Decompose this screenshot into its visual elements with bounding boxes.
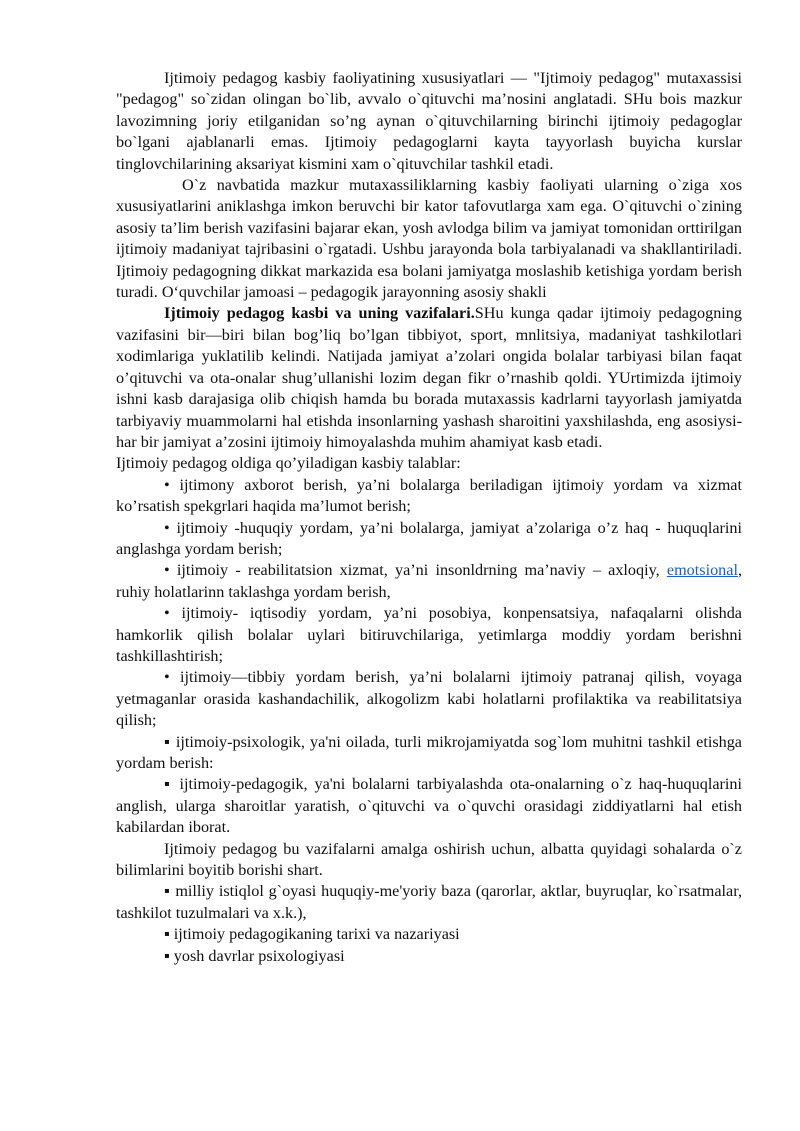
list-item-legal: • ijtimoiy -huquqiy yordam, ya’ni bolalarga, jamiyat a’zolariga o’z haq - huquqlarini anglashga yordam berish; [116, 518, 742, 558]
list-item-age-psychology: ▪ yosh davrlar psixologiyasi [164, 946, 345, 965]
list-item-history: ▪ ijtimoiy pedagogikaning tarixi va nazariyasi [164, 925, 460, 944]
list-item-rehabilitation [116, 560, 742, 603]
list-item-pedagogical: ▪ ijtimoiy-pedagogik, ya'ni bolalarni tarbiyalashda ota-onalarning o`z haq-huquqlarini anglish, ularga sharoitlar yaratish, o`qituvchi va o`quvchi orasidagi ziddiyatlarni hal etish kabilardan iborat. [116, 775, 742, 837]
paragraph-profession-text: SHu kunga qadar ijtimoiy pedagogning vazifasini bir—biri bilan bog’liq bo’lgan tibbiyot, sport, mnlitsiya, madaniyat tashkilotlari xodimlariga yuklatilib kelindi. Natijada jamiyat a’zolari ongida bolalar tarbiyasi bilan faqat o’qituvchi va ota-onalar shug’ullanishi lozim degan fikr o’rnashib qoldi. YUrtimizda ijtimoiy ishni kasb darajasiga olib chiqish hamda bu borada mutaxassis kadrlarni tayyorlash jamiyatda tarbiyaviy muammolarni hal etishda insonlarning yashash sharoitini yaxshilashda, eng asosiysi- har bir jamiyat a’zosini ijtimoiy himoyalashda muhim ahamiyat kasb etadi. [116, 304, 742, 451]
list-item-text-end: , ruhiy holatlarinn taklashga yordam berish, [116, 561, 742, 601]
paragraph-intro: Ijtimoiy pedagog kasbiy faoliyatining xususiyatlari — "Ijtimoiy pedagog" mutaxassisi "pedagog" so`zidan olingan bo`lib, avvalo o`qituvchi ma’nosini anglatadi. SHu bois mazkur lavozimning joriy etilganidan so’ng aynan o`qituvchilarning birinchi ijtimoiy pedagoglar bo`lgani ajablanarli emas. Ijtimoiy pedagoglarni kayta tayyorlash buyicha kurslar tinglovchilarining aksariyat kismini xam o`qituvchilar tashkil etadi. [116, 69, 742, 173]
paragraph-differences: O`z navbatida mazkur mutaxassiliklarning kasbiy faoliyati ularning o`ziga xos xususiyatlarini aniklashga imkon beruvchi bir kator tafovutlarga xam ega. O`qituvchi o`zining asosiy ta’lim berish vazifasini bajarar ekan, yosh avlodga bilim va jamiyat tomonidan orttirilgan ijtimoiy madaniyat tajribasini o`rgatadi. Ushbu jarayonda bola tarbiyalanadi va shakllantiriladi. Ijtimoiy pedagogning dikkat markazida esa bolani jamiyatga moslashib ketishiga yordam berish turadi. O‘quvchilar jamoasi – pedagogik jarayonning asosiy shakli [116, 176, 742, 302]
document-page [116, 68, 742, 967]
paragraph-knowledge-areas: Ijtimoiy pedagog bu vazifalarni amalga oshirish uchun, albatta quyidagi sohalarda o`z bilimlarini boyitib borishi shart. [116, 839, 742, 880]
list-item-medical: • ijtimoiy—tibbiy yordam berish, ya’ni bolalarni ijtimoiy patranaj qilish, voyaga yetmaganlar orasida kashandachilik, alkogolizm kabi holatlarni profilaktika va reabilitatsiya qilish; [116, 668, 742, 730]
list-item-psychological: ▪ ijtimoiy-psixologik, ya'ni oilada, turli mikrojamiyatda sog`lom muhitni tashkil etishga yordam berish: [116, 732, 742, 772]
list-item-economic: • ijtimoiy- iqtisodiy yordam, ya’ni posobiya, konpensatsiya, nafaqalarni olishda hamkorlik qilish bolalar uylari bitiruvchilariga, yetimlarga moddiy yordam berishni tashkillashtirish; [116, 604, 742, 665]
paragraph-profession-tasks [116, 303, 742, 453]
requirements-heading: Ijtimoiy pedagog oldiga qo’yiladigan kasbiy talablar: [116, 454, 461, 473]
section-heading: Ijtimoiy pedagog kasbi va uning vazifalari. [164, 304, 475, 323]
list-item-text: • ijtimoiy - reabilitatsion xizmat, ya’ni insonldrning ma’naviy – axloqiy, [164, 561, 667, 580]
list-item-information: • ijtimony axborot berish, ya’ni bolalarga beriladigan ijtimoiy yordam va xizmat ko’rsatish spekgrlari haqida ma’lumot berish; [116, 475, 742, 516]
list-item-legal-base: ▪ milliy istiqlol g`oyasi huquqiy-me'yoriy baza (qarorlar, aktlar, buyruqlar, ko`rsatmalar, tashkilot tuzulmalari va x.k.), [116, 882, 742, 922]
emotsional-link[interactable]: emotsional [666, 561, 738, 580]
